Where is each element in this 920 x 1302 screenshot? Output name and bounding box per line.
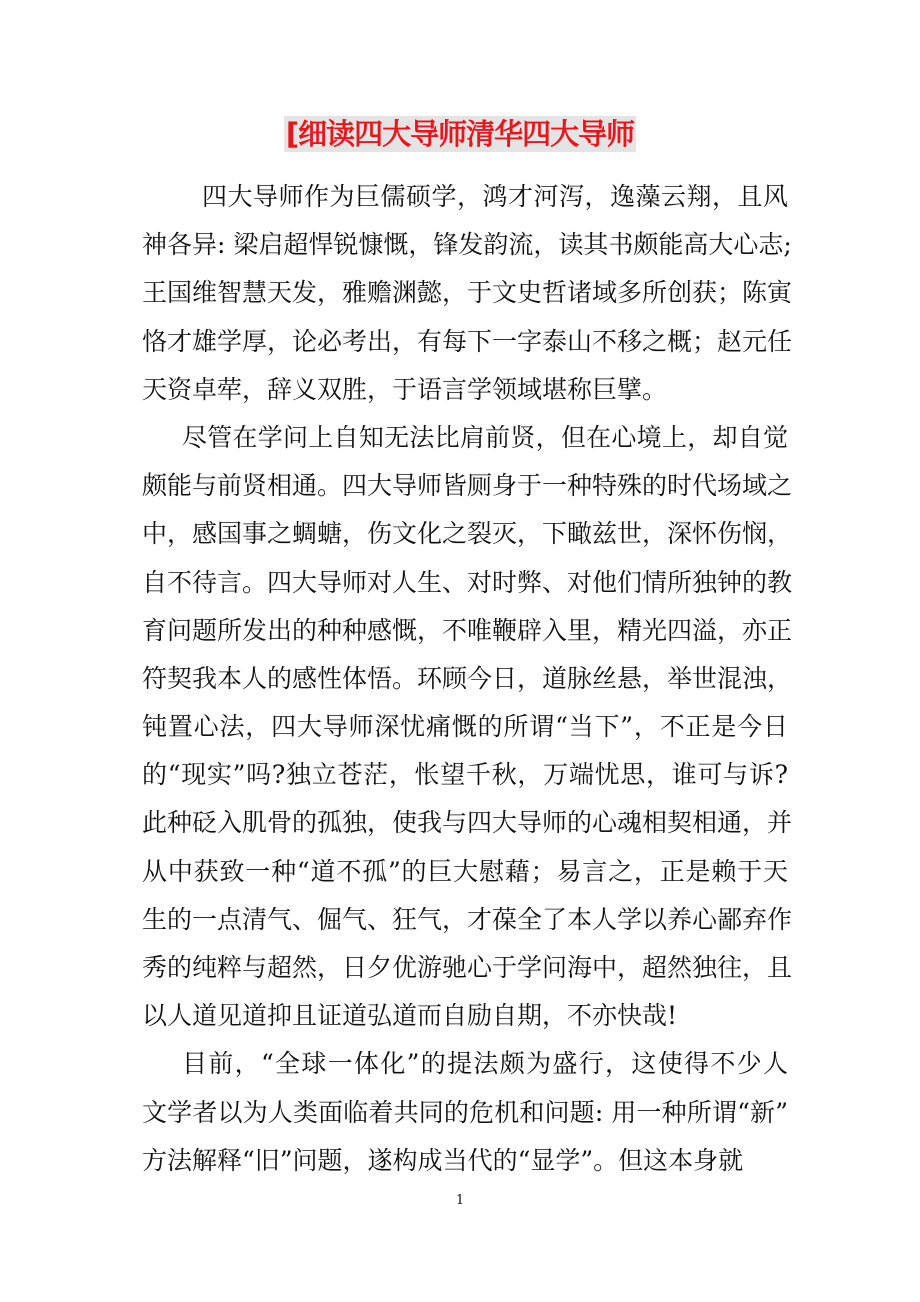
page-number: 1 bbox=[455, 1193, 465, 1208]
paragraph-line: 秀的纯粹与超然，日夕优游驰心于学问海中，超然独往，且 bbox=[142, 953, 793, 982]
document-body bbox=[142, 173, 793, 1185]
paragraph-line: 神各异: 梁启超悍锐慷慨，锋发韵流，读其书颇能高大心志; bbox=[142, 230, 792, 260]
paragraph-line: 中，感国事之蜩螗，伤文化之裂灭，下瞰兹世，深怀伤悯， bbox=[142, 519, 793, 549]
paragraph-line: 颇能与前贤相通。四大导师皆厕身于一种特殊的时代场域之 bbox=[142, 471, 793, 501]
paragraph-line: 从中获致一种“道不孤”的巨大慰藉；易言之，正是赖于天 bbox=[142, 856, 788, 886]
paragraph bbox=[142, 173, 793, 414]
paragraph-line: 的“现实”吗?独立苍茫，怅望千秋，万端忧思，谁可与诉? bbox=[142, 760, 788, 790]
paragraph-line: 王国维智慧天发，雅赡渊懿，于文史哲诸域多所创获；陈寅 bbox=[142, 278, 793, 308]
title-container bbox=[0, 116, 920, 152]
paragraph bbox=[142, 414, 793, 1040]
paragraph bbox=[142, 1040, 788, 1185]
paragraph-line: 目前，“全球一体化”的提法颇为盛行，这使得不少人 bbox=[182, 1049, 788, 1079]
paragraph-line: 尽管在学问上自知无法比肩前贤，但在心境上，却自觉 bbox=[182, 422, 788, 452]
paragraph-line: 符契我本人的感性体悟。环顾今日，道脉丝悬，举世混浊， bbox=[142, 663, 793, 693]
document-title: [细读四大导师清华四大导师 bbox=[285, 117, 635, 151]
paragraph-line: 育问题所发出的种种感慨，不唯鞭辟入里，精光四溢，亦正 bbox=[142, 615, 793, 645]
paragraph-line: 此种砭入肌骨的孤独，使我与四大导师的心魂相契相通，并 bbox=[142, 808, 793, 838]
paragraph-line: 自不待言。四大导师对人生、对时弊、对他们情所独钟的教 bbox=[142, 567, 793, 597]
paragraph-line: 天资卓荦，辞义双胜，于语言学领域堪称巨擘。 bbox=[142, 374, 668, 404]
paragraph-line: 四大导师作为巨儒硕学，鸿才河泻，逸藻云翔，且风 bbox=[202, 182, 788, 211]
paragraph-line: 生的一点清气、倔气、狂气，才葆全了本人学以养心鄙弃作 bbox=[142, 904, 793, 934]
paragraph-line: 以人道见道抑且证道弘道而自励自期，不亦快哉! bbox=[142, 1001, 678, 1031]
paragraph-line: 文学者以为人类面临着共同的危机和问题: 用一种所谓“新” bbox=[142, 1097, 788, 1127]
paragraph-line: 方法解释“旧”问题，遂构成当代的“显学”。但这本身就 bbox=[142, 1145, 744, 1175]
paragraph-line: 恪才雄学厚，论必考出，有每下一字泰山不移之概；赵元任 bbox=[142, 326, 793, 356]
paragraph-line: 钝置心法，四大导师深忧痛慨的所谓“当下”，不正是今日 bbox=[142, 712, 788, 742]
